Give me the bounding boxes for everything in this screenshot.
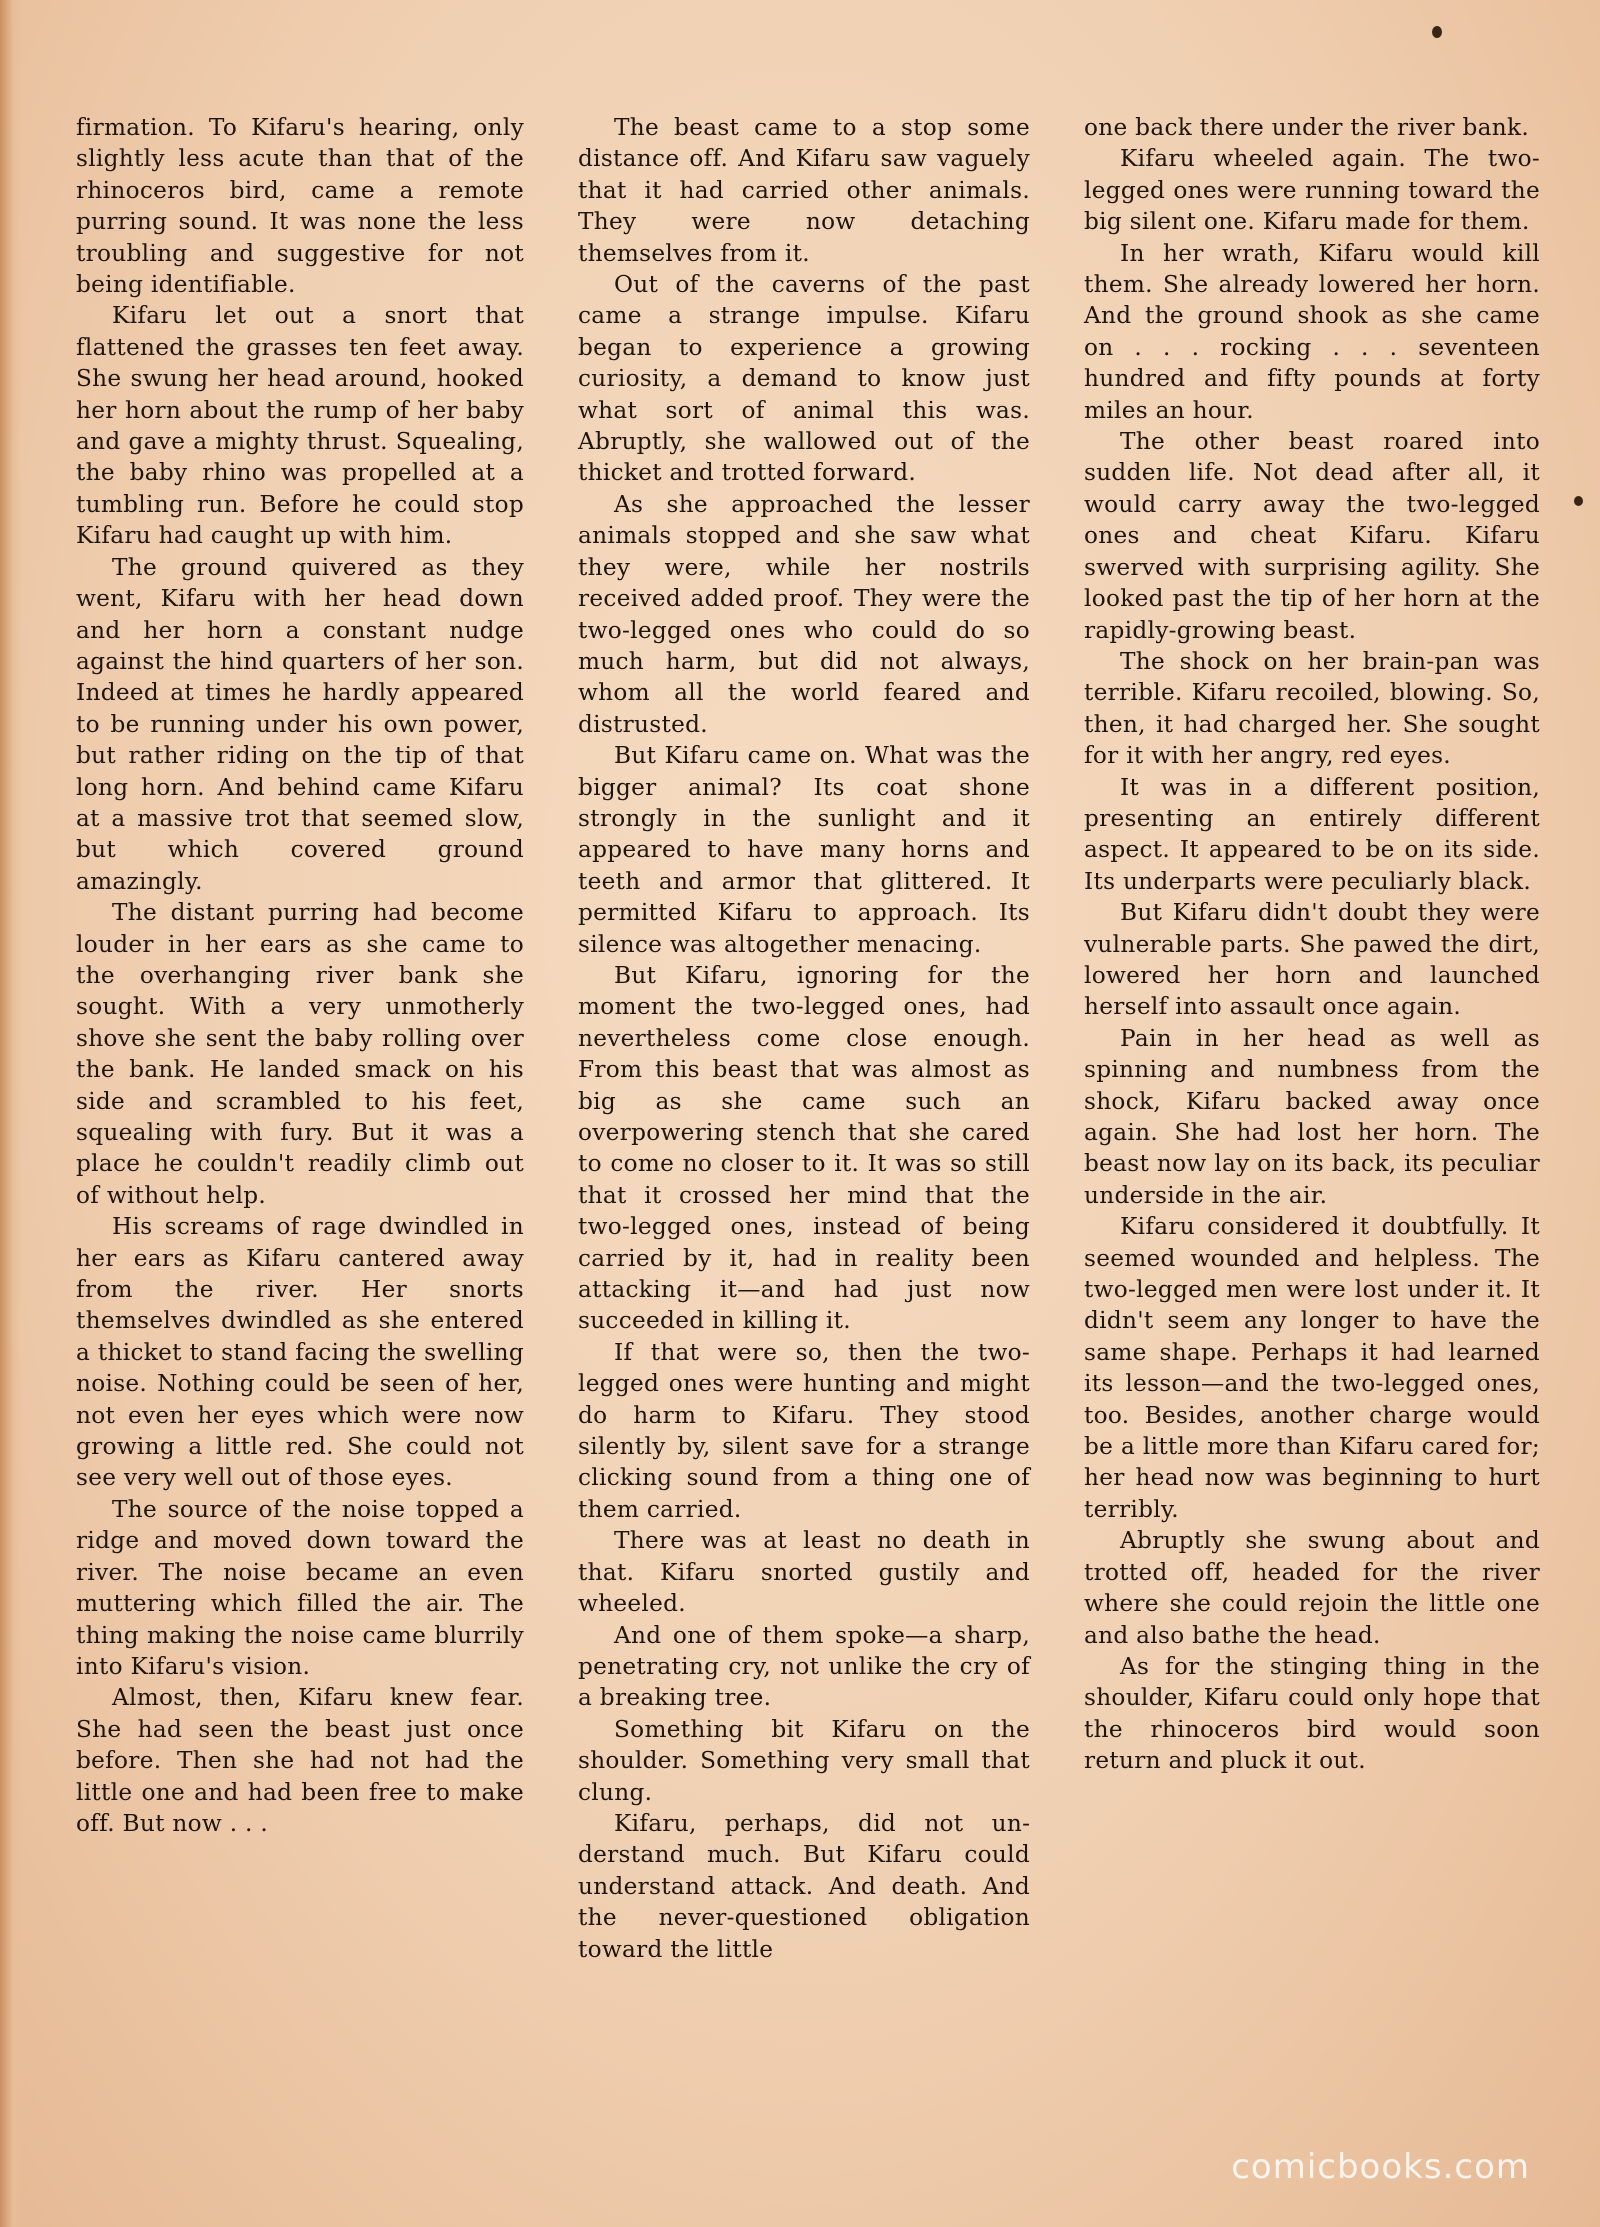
text-column-2 (578, 112, 1030, 2152)
ink-speck (1574, 496, 1583, 506)
paragraph: The source of the noise topped a ridge and moved down toward the river. The noise became an even muttering which filled the air. The thing making the noise came blurrily into Kifaru's vision. (76, 1495, 524, 1680)
paragraph: firmation. To Kifaru's hearing, only slightly less acute than that of the rhinoceros bird, came a remote purring sound. It was none the less troubling and suggestive for not being identifiable. (76, 114, 524, 299)
paragraph: But Kifaru came on. What was the bigger animal? Its coat shone strongly in the sunlight and it appeared to have many horns and teeth and armor that glittered. It permitted Kifaru to approach. Its silence was altogether menacing. (578, 742, 1030, 958)
paragraph: In her wrath, Kifaru would kill them. She already lowered her horn. And the ground shook as she came on . . . rocking . . . seventeen hundred and fifty pounds at forty miles an hour. (1084, 239, 1540, 424)
paragraph: The other beast roared into sudden life. Not dead after all, it would carry away the two-legged ones and cheat Kifaru. Kifaru swerved with surprising agility. She looked past the tip of her horn at the rapidly-growing beast. (1084, 428, 1540, 644)
paragraph: The shock on her brain-pan was terrible. Kifaru recoiled, blowing. So, then, it had charged her. She sought for it with her angry, red eyes. (1084, 647, 1540, 770)
paragraph: But Kifaru didn't doubt they were vulnerable parts. She pawed the dirt, lowered her horn and launched herself into assault once again. (1084, 899, 1540, 1021)
paragraph: one back there under the river bank. (1084, 114, 1530, 141)
paragraph: The ground quivered as they went, Kifaru with her head down and her horn a constant nudge against the hind quarters of her son. Indeed at times he hardly appeared to be running under his own power, but rather riding on the tip of that long horn. And behind came Kifaru at a massive trot that seemed slow, but which covered ground amazingly. (76, 553, 524, 895)
paragraph: Something bit Kifaru on the shoulder. Something very small that clung. (578, 1715, 1030, 1806)
paragraph: Pain in her head as well as spinning and numbness from the shock, Kifaru backed away once again. She had lost her horn. The beast now lay on its back, its peculiar underside in the air. (1084, 1024, 1540, 1209)
text-column-1 (76, 112, 524, 2152)
paragraph: But Kifaru, ignoring for the moment the two-legged ones, had nevertheless come close enough. From this beast that was almost as big as she came such an overpowering stench that she cared to come no closer to it. It was so still that it crossed her mind that the two-legged ones, instead of being carried by it, had in reality been attacking it—and had just now succeeded in killing it. (578, 961, 1030, 1335)
paragraph: As for the stinging thing in the shoulder, Kifaru could only hope that the rhinoceros bird would soon return and pluck it out. (1084, 1652, 1540, 1775)
paragraph: Kifaru wheeled again. The two-legged ones were running toward the big silent one. Kifaru made for them. (1084, 145, 1540, 236)
paragraph: If that were so, then the two-legged ones were hunting and might do harm to Kifaru. They stood silently by, silent save for a strange clicking sound from a thing one of them carried. (578, 1338, 1030, 1523)
paragraph: It was in a different position, presenting an entirely different aspect. It appeared to be on its side. Its underparts were peculiarly black. (1084, 773, 1540, 895)
paragraph: Kifaru, perhaps, did not understand much. But Kifaru could understand attack. And death. And the never-questioned obligation toward the little (578, 1809, 1030, 1963)
page-binding-edge (0, 0, 22, 2227)
text-column-3 (1084, 112, 1540, 2152)
watermark: comicbooks.com (1231, 2147, 1530, 2187)
paragraph: The beast came to a stop some distance off. And Kifaru saw vaguely that it had carried other animals. They were now detaching themselves from it. (578, 114, 1030, 267)
paragraph: Out of the caverns of the past came a strange impulse. Kifaru began to experience a growing curiosity, a demand to know just what sort of animal this was. Abruptly, she wallowed out of the thicket and trotted forward. (578, 271, 1030, 487)
paragraph: Kifaru let out a snort that flattened the grasses ten feet away. She swung her head around, hooked her horn about the rump of her baby and gave a mighty thrust. Squealing, the baby rhino was propelled at a tumbling run. Before he could stop Kifaru had caught up with him. (76, 302, 524, 550)
paragraph: Abruptly she swung about and trotted off, headed for the river where she could rejoin the little one and also bathe the head. (1084, 1527, 1540, 1649)
paragraph: The distant purring had become louder in her ears as she came to the overhanging river bank she sought. With a very unmotherly shove she sent the baby rolling over the bank. He landed smack on his side and scrambled to his feet, squealing with fury. But it was a place he couldn't readily climb out of without help. (76, 899, 524, 1209)
paragraph: Almost, then, Kifaru knew fear. She had seen the beast just once before. Then she had not had the little one and had been free to make off. But now . . . (76, 1684, 524, 1837)
paragraph: As she approached the lesser animals stopped and she saw what they were, while her nostrils received added proof. They were the two-legged ones who could do so much harm, but did not always, whom all the world feared and distrusted. (578, 490, 1030, 738)
paragraph: And one of them spoke—a sharp, penetrating cry, not unlike the cry of a breaking tree. (578, 1621, 1030, 1712)
paragraph: Kifaru considered it doubtfully. It seemed wounded and helpless. The two-legged men were lost under it. It didn't seem any longer to have the same shape. Perhaps it had learned its lesson—and the two-legged ones, too. Besides, another charge would be a little more than Kifaru cared for; her head now was beginning to hurt terribly. (1084, 1213, 1540, 1523)
ink-speck (1432, 26, 1442, 38)
paragraph: His screams of rage dwindled in her ears as Kifaru cantered away from the river. Her snorts themselves dwindled as she entered a thicket to stand facing the swelling noise. Nothing could be seen of her, not even her eyes which were now growing a little red. She could not see very well out of those eyes. (76, 1213, 524, 1492)
paragraph: There was at least no death in that. Kifaru snorted gustily and wheeled. (578, 1527, 1030, 1618)
